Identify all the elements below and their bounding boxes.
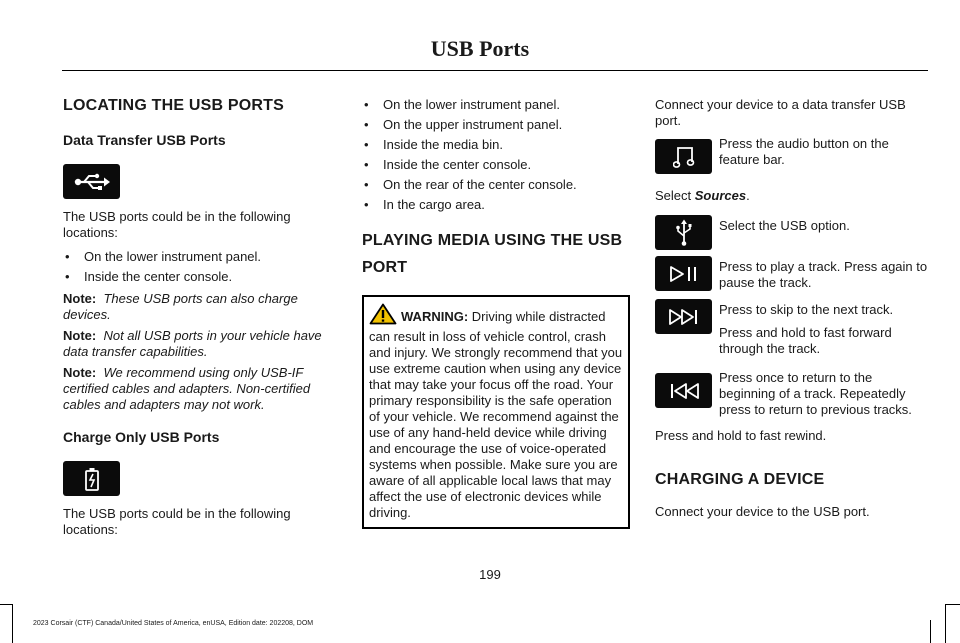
usb-step <box>655 215 930 250</box>
sources-word: Sources <box>694 188 747 203</box>
audio-step-text: Press the audio button on the feature bar. <box>719 136 889 167</box>
audio-step <box>655 136 930 174</box>
column-3 <box>655 97 930 520</box>
note-text: These USB ports can also charge devices. <box>63 291 298 322</box>
note-label: Note: <box>63 365 97 380</box>
section-heading-playing-media: PLAYING MEDIA USING THE USB PORT <box>362 232 623 276</box>
select-suffix: . <box>746 188 750 203</box>
list-item: • Inside the center console. <box>362 157 630 173</box>
rewind-text: Press and hold to fast rewind. <box>655 428 827 443</box>
skip-step-text: Press to skip to the next track. <box>719 302 894 317</box>
warning-triangle-icon <box>369 303 397 329</box>
play-step <box>655 256 930 291</box>
skip-forward-icon <box>655 299 712 334</box>
crop-mark <box>945 604 960 605</box>
warning-text: Driving while distracted can result in loss of vehicle control, crash and injury. We strongly recommend that you use extreme caution when using any device that may take your focus off the road. Your primary responsibility is the safe operation of your vehicle. We recommend against the use of any hand-held device while driving and encourage the use of voice-operated systems when possible. Make sure you are aware of all applicable local laws that may affect the use of electronic devices while driving. <box>369 309 623 520</box>
list-item: • In the cargo area. <box>362 197 630 213</box>
subheading-charge-only: Charge Only USB Ports <box>63 429 220 445</box>
battery-charge-icon <box>63 461 120 496</box>
warning-box <box>362 295 630 529</box>
list-item: • On the rear of the center console. <box>362 177 630 193</box>
header-rule <box>62 70 928 71</box>
column-1 <box>63 94 337 538</box>
select-prefix: Select <box>655 188 692 203</box>
crop-mark <box>945 605 946 643</box>
skip-step <box>655 299 930 357</box>
list-item: • On the upper instrument panel. <box>362 117 630 133</box>
skip-step-text-block <box>719 299 930 357</box>
usb-symbol-icon <box>63 164 120 199</box>
subheading-data-transfer: Data Transfer USB Ports <box>63 132 226 148</box>
connect-intro: Connect your device to a data transfer USB port. <box>655 97 906 128</box>
note-3 <box>63 365 337 413</box>
note-label: Note: <box>63 328 97 343</box>
play-pause-icon <box>655 256 712 291</box>
note-text: Not all USB ports in your vehicle have data transfer capabilities. <box>63 328 322 359</box>
back-step <box>655 370 930 418</box>
list-item: • Inside the media bin. <box>362 137 630 153</box>
page-title: USB Ports <box>430 36 530 61</box>
skip-back-icon <box>655 373 712 408</box>
list-item: • On the lower instrument panel. <box>362 97 630 113</box>
data-ports-list <box>63 249 337 285</box>
section-heading-charging: CHARGING A DEVICE <box>655 471 825 488</box>
note-label: Note: <box>63 291 97 306</box>
note-2 <box>63 328 337 360</box>
crop-mark <box>0 604 13 605</box>
column-2 <box>362 97 630 529</box>
usb-locations-list <box>362 97 630 213</box>
note-text: We recommend using only USB-IF certified cables and adapters. Non-certified cables and adapters may not work. <box>63 365 311 412</box>
note-1 <box>63 291 337 323</box>
select-sources <box>655 188 930 204</box>
play-step-text: Press to play a track. Press again to pause the track. <box>719 259 928 290</box>
skip-hold-text: Press and hold to fast forward through the track. <box>719 325 892 356</box>
charging-text: Connect your device to the USB port. <box>655 504 870 519</box>
list-item: • On the lower instrument panel. <box>63 249 337 265</box>
warning-label: WARNING: <box>401 309 469 324</box>
crop-mark <box>12 605 13 643</box>
charge-ports-intro: The USB ports could be in the following locations: <box>63 506 291 537</box>
data-ports-intro: The USB ports could be in the following locations: <box>63 209 291 240</box>
back-step-text: Press once to return to the beginning of a track. Repeatedly press to return to previous tracks. <box>719 370 912 417</box>
music-note-icon <box>655 139 712 174</box>
page-number: 199 <box>479 567 501 582</box>
usb-step-text: Select the USB option. <box>719 218 850 233</box>
footer-edition: 2023 Corsair (CTF) Canada/United States of America, enUSA, Edition date: 202208, DOM <box>33 620 314 627</box>
crop-mark <box>930 620 931 643</box>
section-heading-locating: LOCATING THE USB PORTS <box>63 97 284 114</box>
usb-icon <box>655 215 712 250</box>
list-item: • Inside the center console. <box>63 269 337 285</box>
